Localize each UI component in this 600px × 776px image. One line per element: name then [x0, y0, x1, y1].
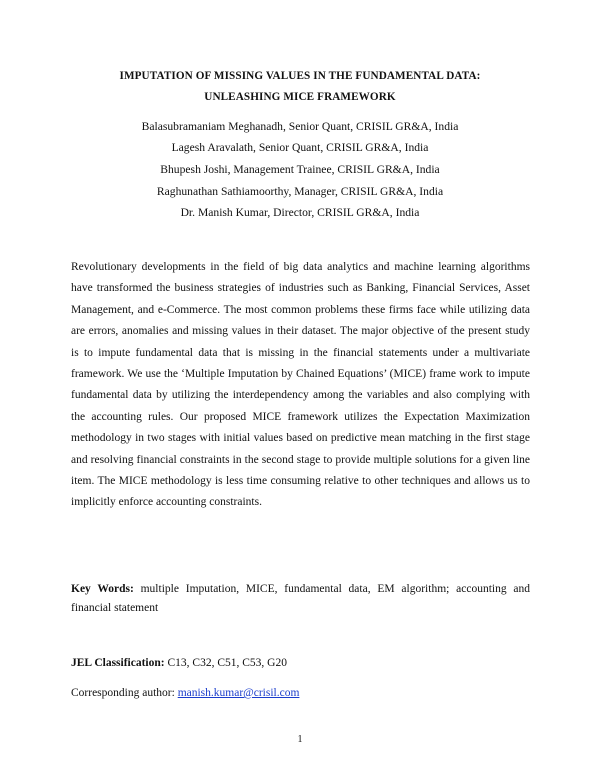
corresponding-author-email-link[interactable]: manish.kumar@crisil.com	[177, 687, 300, 699]
author-line: Raghunathan Sathiamoorthy, Manager, CRISIL GR&A, India	[156, 185, 444, 198]
author-line: Lagesh Aravalath, Senior Quant, CRISIL GR&A, India	[171, 141, 429, 154]
keywords-label: Key Words:	[71, 583, 134, 595]
author-line: Balasubramaniam Meghanadh, Senior Quant, CRISIL GR&A, India	[141, 120, 459, 133]
author-line: Bhupesh Joshi, Management Trainee, CRISIL GR&A, India	[160, 163, 440, 176]
corresponding-author	[71, 687, 299, 699]
jel-classification	[71, 657, 287, 669]
paper-title-line-1: IMPUTATION OF MISSING VALUES IN THE FUNDAMENTAL DATA:	[119, 70, 481, 82]
abstract-paragraph: Revolutionary developments in the field of big data analytics and machine learning algorithms have transformed the business strategies of industries such as Banking, Financial Services, Asset Management, and e-Commerce. The most common problems these firms face while utilizing data are errors, anomalies and missing values in their dataset. The major objective of the present study is to impute fundamental data that is missing in the financial statements under a multivariate framework. We use the ‘Multiple Imputation by Chained Equations’ (MICE) frame work to impute fundamental data by utilizing the interdependency among the variables and also complying with the accounting rules. Our proposed MICE framework utilizes the Expectation Maximization methodology in two stages with initial values based on predictive mean matching in the first stage and resolving financial constraints in the second stage to provide multiple solutions for a given line item. The MICE methodology is less time consuming relative to other techniques and allows us to implicitly enforce accounting constraints.	[71, 261, 530, 509]
author-line: Dr. Manish Kumar, Director, CRISIL GR&A, India	[180, 206, 420, 219]
keywords-section	[71, 580, 530, 618]
jel-label: JEL Classification:	[71, 657, 165, 669]
jel-codes: C13, C32, C51, C53, G20	[167, 657, 287, 669]
page-number: 1	[297, 734, 303, 745]
keywords-text: multiple Imputation, MICE, fundamental data, EM algorithm; accounting and financial statement	[71, 583, 530, 614]
paper-title-line-2: UNLEASHING MICE FRAMEWORK	[204, 91, 396, 103]
corresponding-author-label: Corresponding author:	[71, 687, 175, 699]
